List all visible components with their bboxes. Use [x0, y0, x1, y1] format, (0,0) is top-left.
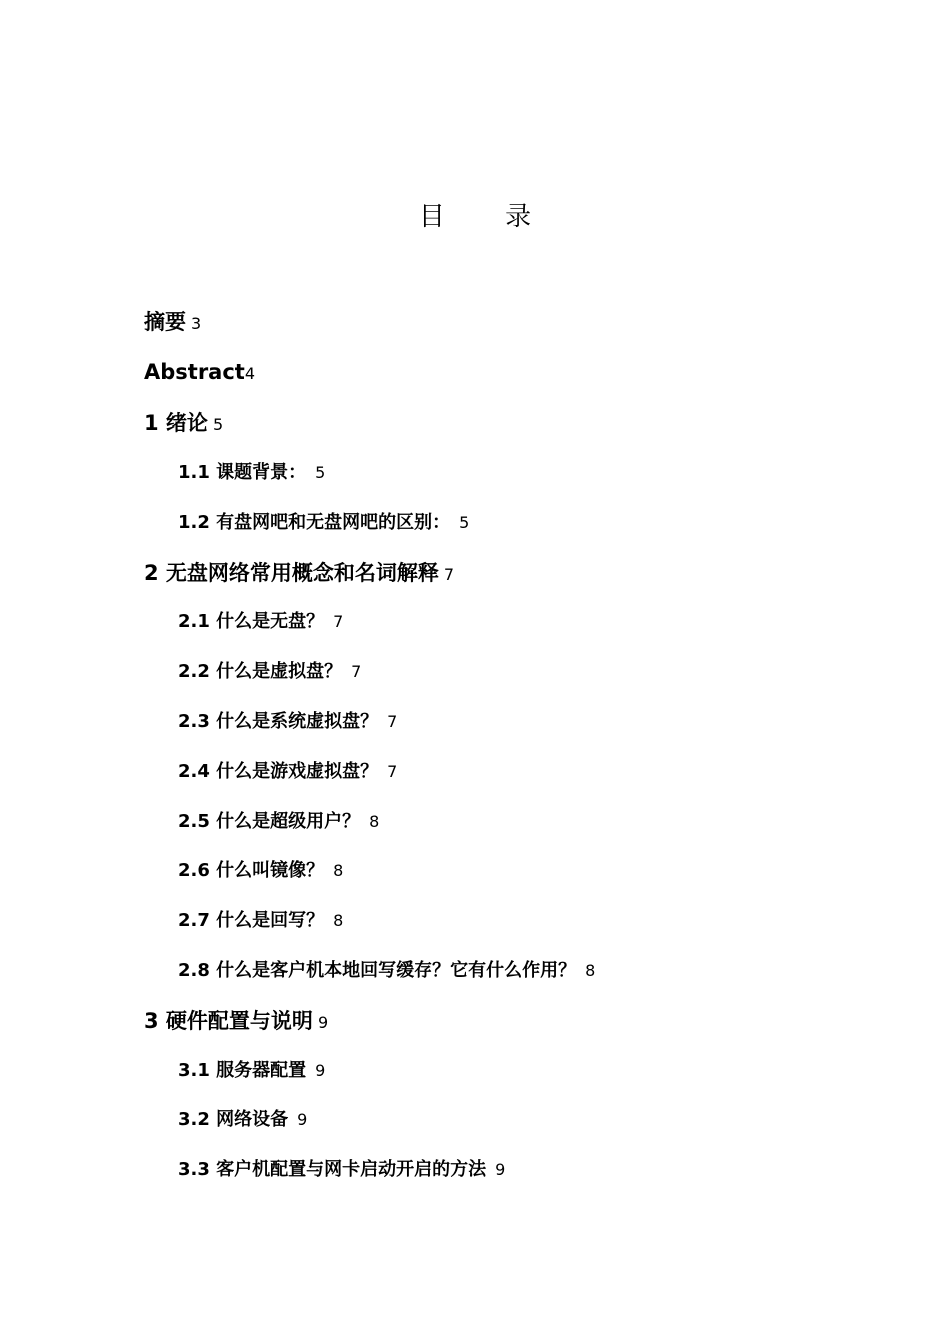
toc-entry[interactable] [144, 362, 255, 383]
toc-entry[interactable] [178, 663, 361, 681]
toc-entry[interactable] [144, 312, 201, 333]
toc-entry[interactable] [144, 413, 223, 434]
toc-entry-page: 8 [585, 961, 596, 980]
toc-entry[interactable] [178, 763, 397, 781]
toc-entry-page: 8 [369, 812, 380, 831]
toc-entry-page: 7 [443, 565, 455, 584]
toc-entry-text: 2.8 什么是客户机本地回写缓存？它有什么作用？ [178, 960, 577, 981]
toc-entry[interactable] [178, 862, 343, 880]
toc-entry-page: 4 [244, 364, 256, 383]
toc-entry[interactable] [178, 813, 379, 831]
toc-entry-text: 3 硬件配置与说明 [144, 1009, 313, 1033]
toc-entry-text: 3.1 服务器配置 [178, 1060, 307, 1081]
toc-entry[interactable] [178, 1161, 505, 1179]
toc-entry-text: 2.4 什么是游戏虚拟盘？ [178, 761, 379, 782]
toc-entry-page: 7 [351, 662, 362, 681]
toc-entry-text: Abstract [144, 360, 245, 384]
toc-entry-page: 5 [212, 415, 224, 434]
toc-title: 目 录 [418, 202, 558, 232]
toc-entry[interactable] [178, 613, 343, 631]
toc-entry[interactable] [178, 1111, 307, 1129]
toc-entry-page: 7 [333, 612, 344, 631]
toc-entry-page: 3 [191, 314, 202, 333]
toc-entry-text: 2.6 什么叫镜像？ [178, 860, 325, 881]
toc-entry-text: 2.3 什么是系统虚拟盘？ [178, 711, 379, 732]
toc-entry-text: 3.3 客户机配置与网卡启动开启的方法 [178, 1159, 487, 1180]
toc-entry-page: 9 [315, 1061, 326, 1080]
toc-entry[interactable] [178, 962, 595, 980]
toc-entry[interactable] [178, 464, 325, 482]
toc-entry[interactable] [144, 1011, 328, 1032]
toc-entry-text: 2.1 什么是无盘？ [178, 611, 325, 632]
toc-entry-page: 8 [333, 911, 344, 930]
toc-entry[interactable] [178, 1062, 325, 1080]
toc-entry-text: 2.5 什么是超级用户？ [178, 811, 361, 832]
toc-entry-page: 5 [315, 463, 326, 482]
toc-entry-page: 9 [317, 1013, 329, 1032]
toc-entry-page: 9 [297, 1110, 308, 1129]
toc-entry-text: 摘要 [144, 310, 186, 334]
toc-entry-text: 1.1 课题背景： [178, 462, 307, 483]
toc-entry-page: 5 [459, 513, 470, 532]
toc-entry-text: 2.2 什么是虚拟盘？ [178, 661, 343, 682]
toc-entry[interactable] [178, 713, 397, 731]
toc-entry-text: 3.2 网络设备 [178, 1109, 289, 1130]
toc-entry-page: 9 [495, 1160, 506, 1179]
toc-entry-text: 1 绪论 [144, 411, 208, 435]
toc-entry[interactable] [144, 563, 454, 584]
toc-entry-page: 8 [333, 861, 344, 880]
toc-entry[interactable] [178, 514, 469, 532]
toc-entry-page: 7 [387, 712, 398, 731]
toc-entry-page: 7 [387, 762, 398, 781]
toc-entry[interactable] [178, 912, 343, 930]
toc-entry-text: 2 无盘网络常用概念和名词解释 [144, 561, 439, 585]
toc-entry-text: 2.7 什么是回写？ [178, 910, 325, 931]
toc-entry-text: 1.2 有盘网吧和无盘网吧的区别： [178, 512, 451, 533]
